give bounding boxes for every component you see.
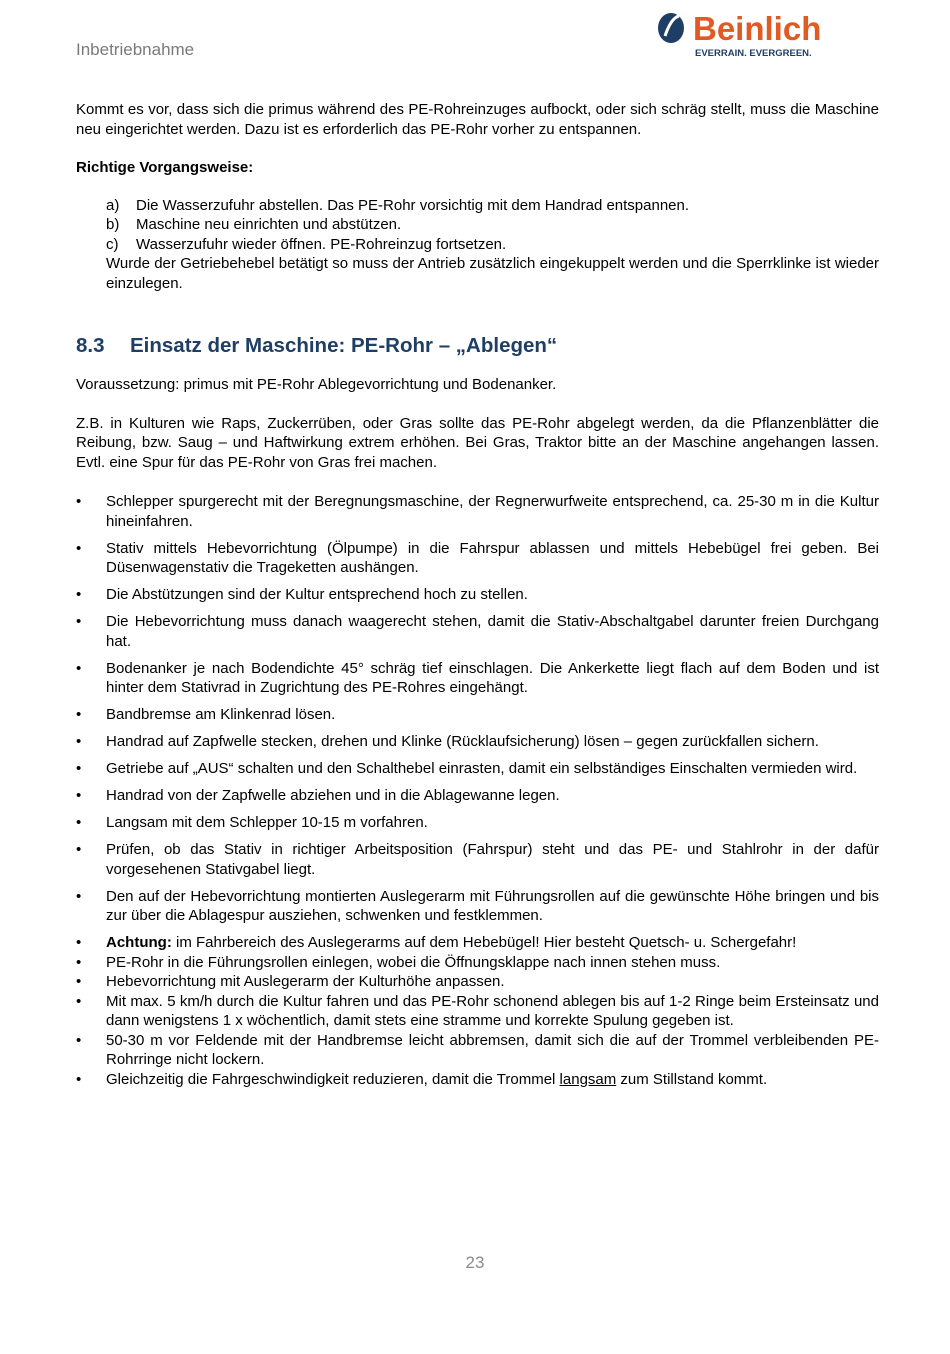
final-text-end: zum Stillstand kommt. <box>616 1070 768 1088</box>
list-item <box>76 1070 879 1090</box>
list-item: • Schlepper spurgerecht mit der Beregnungsmaschine, der Regnerwurfweite entsprechend, ca. 25-30 m in die Kultur hineinfahren. <box>76 492 879 531</box>
step-label: a) <box>106 196 120 214</box>
header-title: Inbetriebnahme <box>76 40 195 59</box>
list-item: • Getriebe auf „AUS“ schalten und den Schalthebel einrasten, damit ein selbständiges Einschalten vermieden wird. <box>76 759 879 779</box>
section-title: Einsatz der Maschine: PE-Rohr – „Ablegen“ <box>130 334 558 357</box>
logo-tagline: EVERRAIN. EVERGREEN. <box>695 48 812 59</box>
procedure-step <box>106 196 879 216</box>
logo-mark-icon <box>655 6 840 62</box>
procedure-steps <box>106 196 879 294</box>
underlined-word: langsam <box>559 1070 617 1088</box>
list-item: • Hebevorrichtung mit Auslegerarm der Kulturhöhe anpassen. <box>76 972 879 992</box>
list-item: • Prüfen, ob das Stativ in richtiger Arbeitsposition (Fahrspur) steht und das PE- und Stahlrohr in der dafür vorgesehenen Stativgabel liegt. <box>76 840 879 879</box>
beinlich-logo <box>655 6 840 62</box>
list-item: • Stativ mittels Hebevorrichtung (Ölpumpe) in die Fahrspur ablassen und mittels Hebebügel frei geben. Bei Düsenwagenstativ die Trageketten aushängen. <box>76 539 879 578</box>
condition-paragraph: Voraussetzung: primus mit PE-Rohr Ablegevorrichtung und Bodenanker. <box>76 376 557 393</box>
step-label: c) <box>106 235 119 253</box>
speed-list <box>76 992 879 1031</box>
list-item: • Den auf der Hebevorrichtung montierten Auslegerarm mit Führungsrollen auf die gewünschte Höhe bringen und bis zur über die Ablagespur ausziehen, schwenken und festklemmen. <box>76 887 879 926</box>
list-item: • Langsam mit dem Schlepper 10-15 m vorfahren. <box>76 813 879 833</box>
list-item: • Die Hebevorrichtung muss danach waagerecht stehen, damit die Stativ-Abschaltgabel darunter freien Durchgang hat. <box>76 612 879 651</box>
list-item: • PE-Rohr in die Führungsrollen einlegen, wobei die Öffnungsklappe nach innen stehen muss. <box>76 953 879 973</box>
step-text: Wasserzufuhr wieder öffnen. PE-Rohreinzug fortsetzen. <box>136 235 507 253</box>
procedure-note: Wurde der Getriebehebel betätigt so muss der Antrieb zusätzlich eingekuppelt werden und die Sperrklinke ist wieder einzulegen. <box>106 255 879 292</box>
list-item: • Bandbremse am Klinkenrad lösen. <box>76 705 879 725</box>
warning-item <box>76 933 879 953</box>
final-list <box>76 1070 879 1090</box>
document-body <box>76 100 879 1089</box>
step-text: Die Wasserzufuhr abstellen. Das PE-Rohr vorsichtig mit dem Handrad entspannen. <box>136 196 690 214</box>
list-item: • Handrad von der Zapfwelle abziehen und in die Ablagewanne legen. <box>76 786 879 806</box>
logo-wordmark: Beinlich <box>693 10 822 47</box>
page-number: 23 <box>465 1253 485 1272</box>
list-item: • Die Abstützungen sind der Kultur entsprechend hoch zu stellen. <box>76 585 879 605</box>
example-paragraph: Z.B. in Kulturen wie Raps, Zuckerrüben, oder Gras sollte das PE-Rohr abgelegt werden, da die Pflanzenblätter die Reibung, bzw. Saug – und Haftwirkung extrem erhöhen. Bei Gras, Traktor bitte an der Maschine angehangen lassen. Evtl. eine Spur für das PE-Rohr von Gras frei machen. <box>76 414 879 471</box>
section-heading <box>76 333 879 359</box>
procedure-step <box>106 235 879 255</box>
final-text-start: Gleichzeitig die Fahrgeschwindigkeit reduzieren, damit die Trommel <box>106 1070 560 1088</box>
list-item: • 50-30 m vor Feldende mit der Handbremse leicht abbremsen, damit sich die auf der Trommel verbleibenden PE-Rohrringe nicht lockern. <box>76 1031 879 1070</box>
step-label: b) <box>106 216 120 233</box>
intro-paragraph: Kommt es vor, dass sich die primus während des PE-Rohreinzuges aufbockt, oder sich schräg stellt, muss die Maschine neu eingerichtet werden. Dazu ist es erforderlich das PE-Rohr vorher zu entspannen. <box>76 101 879 138</box>
warning-text: im Fahrbereich des Auslegerarms auf dem Hebebügel! Hier besteht Quetsch- u. Schergefahr! <box>171 934 797 951</box>
step-text: Maschine neu einrichten und abstützen. <box>136 216 402 233</box>
instruction-list <box>76 492 879 926</box>
list-item: • Bodenanker je nach Bodendichte 45° schräg tief einschlagen. Die Ankerkette liegt flach auf dem Boden und ist hinter dem Stativrad in Zugrichtung des PE-Rohres eingehängt. <box>76 659 879 698</box>
procedure-step <box>106 215 879 235</box>
procedure-title: Richtige Vorgangsweise: <box>76 159 254 176</box>
list-item: • Mit max. 5 km/h durch die Kultur fahren und das PE-Rohr schonend ablegen bis auf 1-2 Ringe beim Ersteinsatz und dann wenigstens 1 x wöchentlich, damit stets eine stramme und korrekte Spulung gegeben ist. <box>76 992 879 1031</box>
section-number: 8.3 <box>76 334 105 357</box>
warning-list <box>76 933 879 992</box>
warning-label: Achtung: <box>106 934 172 951</box>
brake-list <box>76 1031 879 1070</box>
list-item: • Handrad auf Zapfwelle stecken, drehen und Klinke (Rücklaufsicherung) lösen – gegen zurückfallen sichern. <box>76 732 879 752</box>
